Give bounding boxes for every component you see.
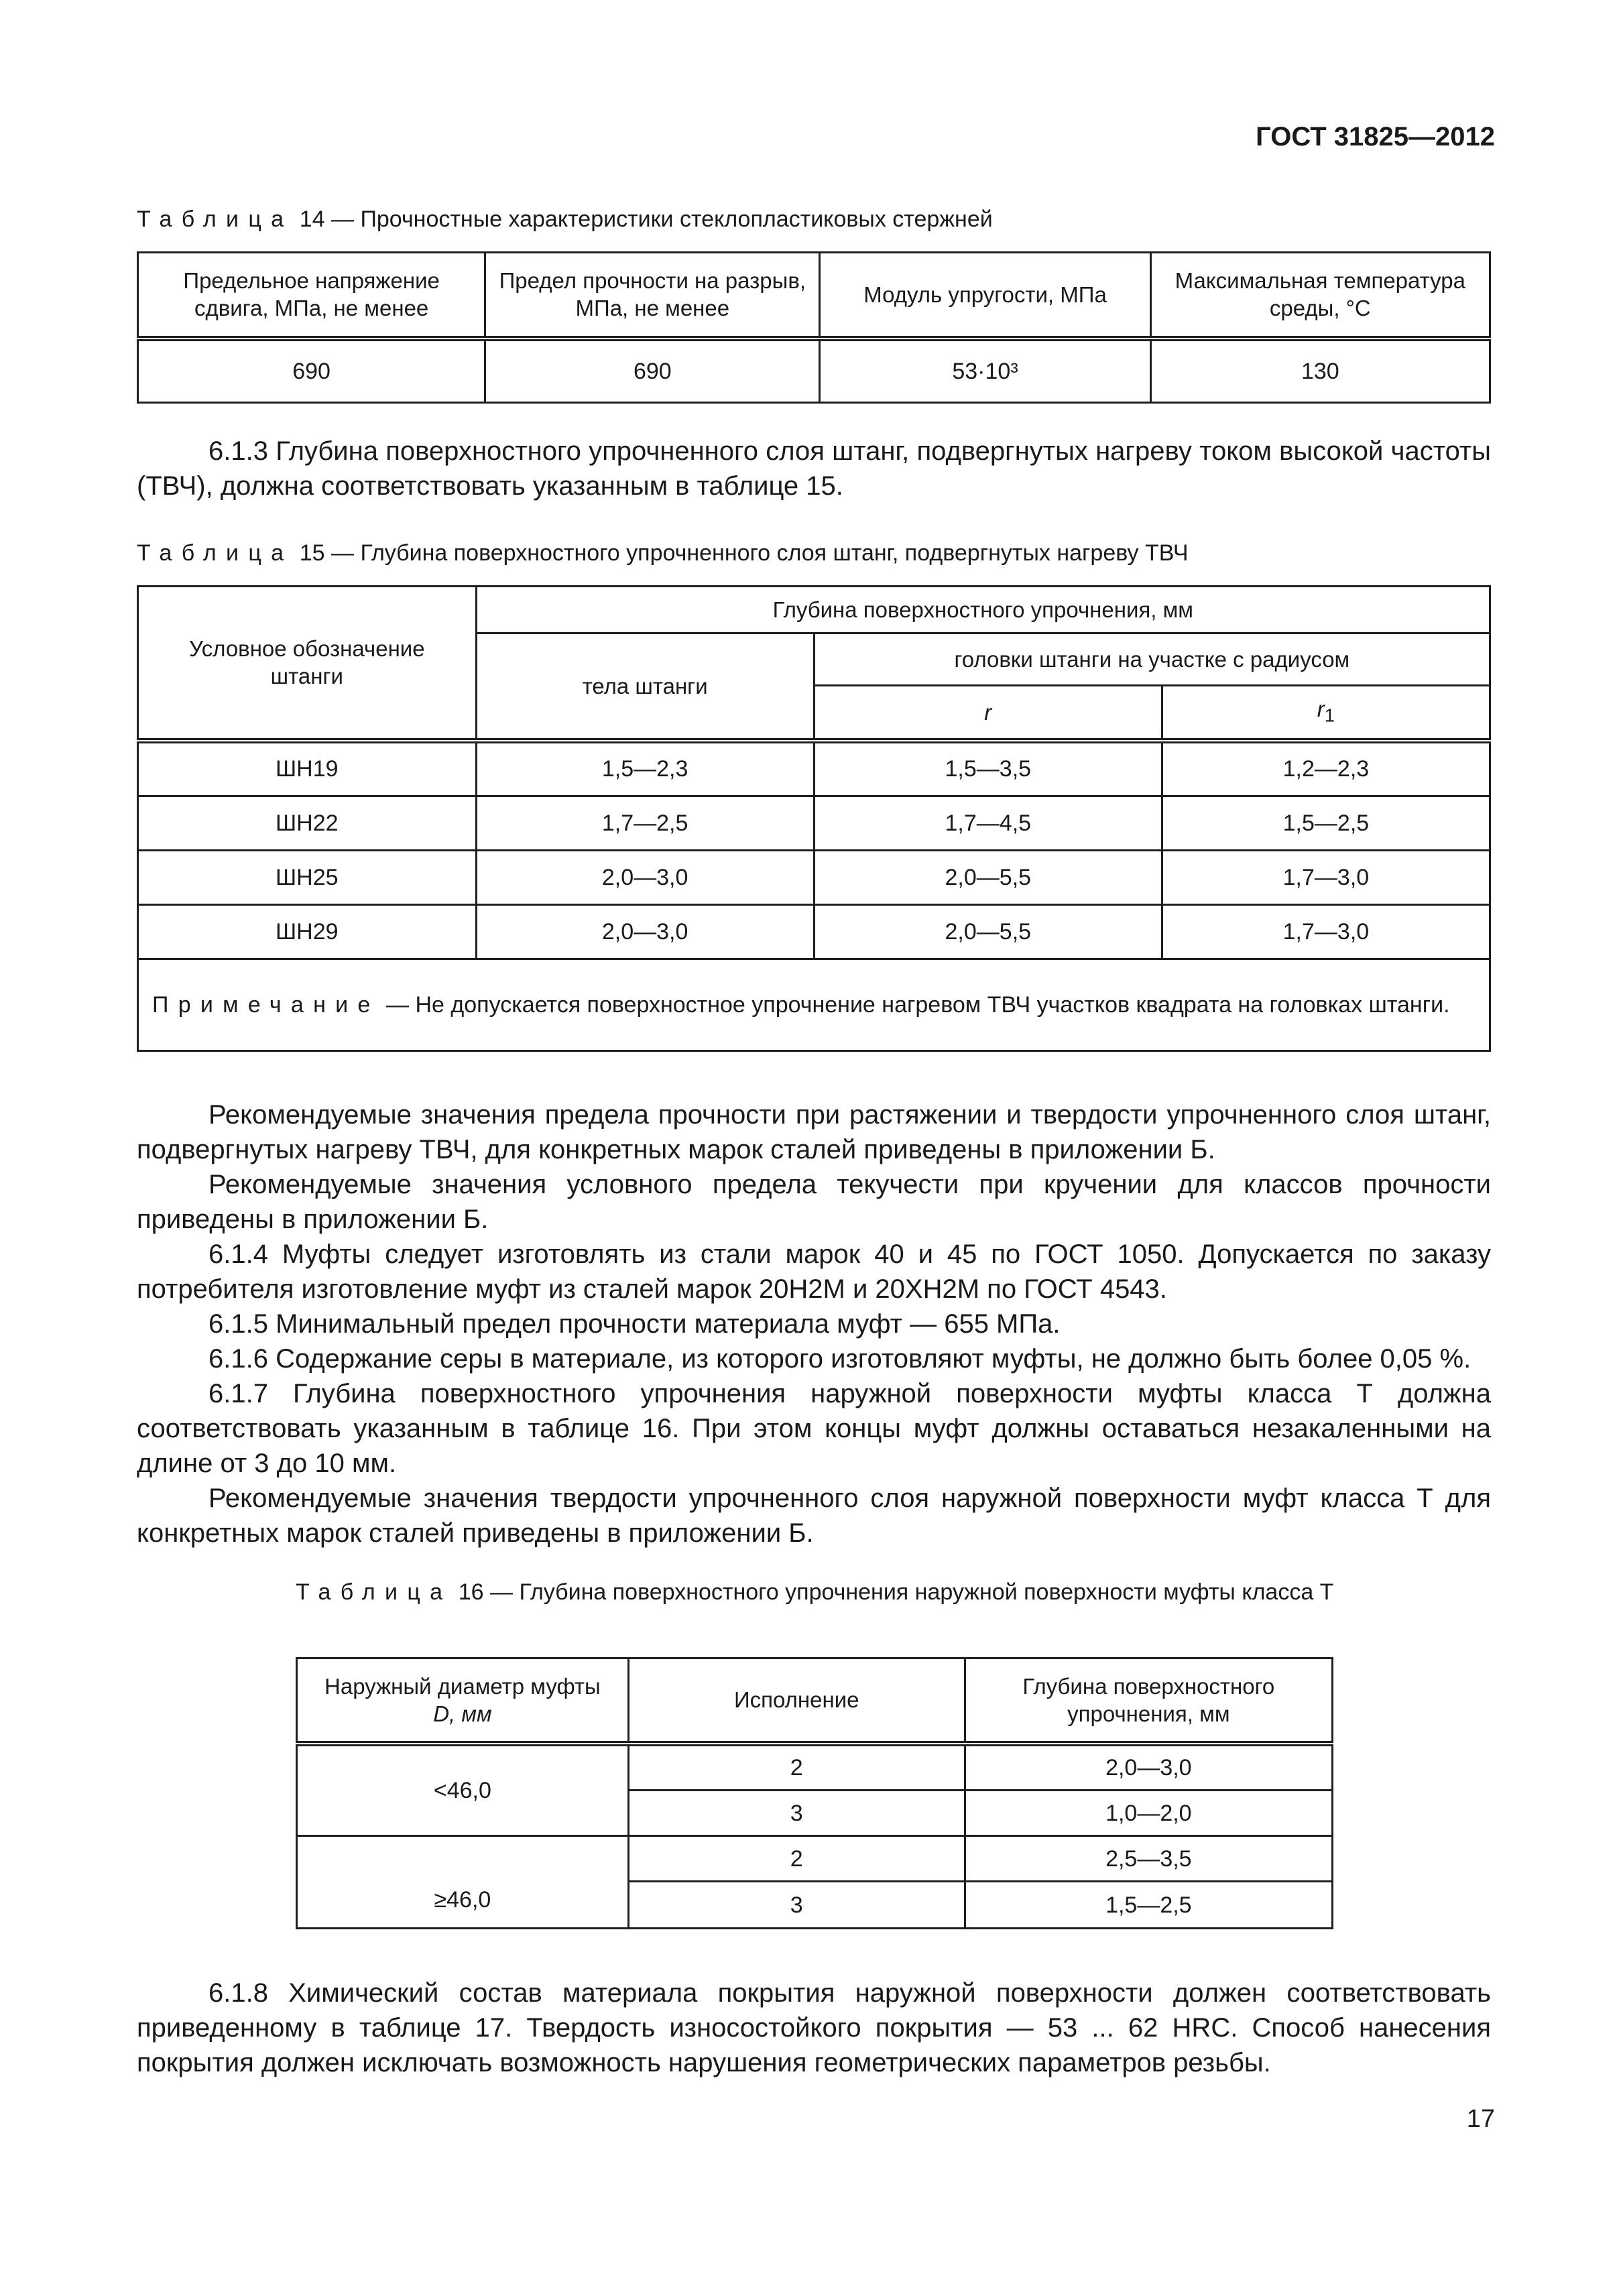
table-header-row	[138, 253, 1490, 339]
table-note-row	[138, 959, 1490, 1051]
table15-caption	[137, 538, 1498, 568]
cell-diameter: <46,0	[297, 1744, 629, 1836]
cell: 1,5—3,5	[814, 741, 1162, 796]
cell: ШН22	[138, 796, 477, 851]
table-row	[297, 1744, 1333, 1791]
header-execution: Исполнение	[628, 1658, 965, 1744]
cell: 2,0—3,0	[965, 1744, 1332, 1791]
header-max-temperature: Максимальная температура среды, °С	[1150, 253, 1490, 339]
table-header-row	[297, 1658, 1333, 1744]
caption-text: 16 — Глубина поверхностного упрочнения наружной поверхности муфты класса Т	[458, 1579, 1334, 1605]
cell: 1,5—2,5	[965, 1882, 1332, 1929]
table-row	[138, 851, 1490, 905]
table14-caption	[137, 204, 1498, 234]
body-paragraphs	[137, 1097, 1491, 1551]
paragraph-text: 6.1.8 Химический состав материала покрытия наружной поверхности должен соответствовать приведенному в таблице 17. Твердость износостойкого покрытия — 53 ... 62 HRC. Способ нанесения покрытия должен исключать возможность нарушения геометрических параметров резьбы.	[137, 1978, 1491, 2077]
cell: 3	[628, 1791, 965, 1836]
paragraph-6-1-8	[137, 1976, 1491, 2080]
cell: 2,5—3,5	[965, 1836, 1332, 1882]
cell: 2,0—5,5	[814, 851, 1162, 905]
paragraph: 6.1.5 Минимальный предел прочности материала муфт — 655 МПа.	[208, 1309, 1061, 1339]
caption-label: Таблица	[296, 1579, 453, 1605]
cell: 1,2—2,3	[1162, 741, 1490, 796]
cell: 2	[628, 1744, 965, 1791]
table-16	[296, 1657, 1333, 1929]
page-number: 17	[1466, 2105, 1495, 2133]
header-designation: Условное обозначение штанги	[138, 587, 477, 741]
paragraph-6-1-3	[137, 434, 1491, 503]
cell: 2	[628, 1836, 965, 1882]
paragraph: 6.1.6 Содержание серы в материале, из которого изготовляют муфты, не должно быть более 0,05 %.	[208, 1344, 1471, 1374]
cell: 690	[138, 339, 485, 403]
cell: ШН29	[138, 905, 477, 959]
cell: 1,7—2,5	[476, 796, 814, 851]
caption-text: 15 — Глубина поверхностного упрочненного слоя штанг, подвергнутых нагреву ТВЧ	[299, 540, 1189, 566]
cell: 690	[485, 339, 820, 403]
header-diameter	[297, 1658, 629, 1744]
paragraph: Рекомендуемые значения предела прочности при растяжении и твердости упрочненного слоя штанг, подвергнутых нагреву ТВЧ, для конкретных марок сталей приведены в приложении Б.	[137, 1100, 1491, 1164]
standard-designation: ГОСТ 31825—2012	[1256, 122, 1495, 152]
diameter-unit: D, мм	[433, 1701, 492, 1726]
table-14	[137, 251, 1491, 404]
cell: 53·10³	[820, 339, 1150, 403]
cell: 1,0—2,0	[965, 1791, 1332, 1836]
caption-text: 14 — Прочностные характеристики стеклопластиковых стержней	[299, 206, 993, 232]
paragraph: 6.1.7 Глубина поверхностного упрочнения наружной поверхности муфты класса Т должна соответствовать указанным в таблице 16. При этом концы муфт должны оставаться незакаленными на длине от 3 до 10 мм.	[137, 1379, 1491, 1478]
header-radius-r1	[1162, 686, 1490, 741]
header-tensile-strength: Предел прочности на разрыв, МПа, не менее	[485, 253, 820, 339]
table-row	[138, 905, 1490, 959]
cell-diameter: ≥46,0	[297, 1836, 629, 1929]
paragraph: Рекомендуемые значения условного предела текучести при кручении для классов прочности приведены в приложении Б.	[137, 1170, 1491, 1234]
caption-label: Таблица	[137, 206, 294, 232]
header-elastic-modulus: Модуль упругости, МПа	[820, 253, 1150, 339]
note-label: Примечание	[152, 992, 380, 1018]
header-radius-r	[814, 686, 1162, 741]
table-row	[138, 741, 1490, 796]
paragraph: 6.1.4 Муфты следует изготовлять из стали марок 40 и 45 по ГОСТ 1050. Допускается по заказу потребителя изготовление муфт из сталей марок 20Н2М и 20ХН2М по ГОСТ 4543.	[137, 1240, 1491, 1304]
header-shear-stress: Предельное напряжение сдвига, МПа, не менее	[138, 253, 485, 339]
table-15	[137, 585, 1491, 1052]
header-body: тела штанги	[476, 633, 814, 741]
header-depth: Глубина поверхностного упрочнения, мм	[965, 1658, 1332, 1744]
cell: 2,0—5,5	[814, 905, 1162, 959]
cell: 1,7—3,0	[1162, 851, 1490, 905]
radius-r-label: r	[984, 699, 992, 725]
cell: 130	[1150, 339, 1490, 403]
caption-label: Таблица	[137, 540, 294, 566]
cell: 2,0—3,0	[476, 905, 814, 959]
cell: 2,0—3,0	[476, 851, 814, 905]
cell: 3	[628, 1882, 965, 1929]
header-head: головки штанги на участке с радиусом	[814, 633, 1490, 686]
cell: ШН19	[138, 741, 477, 796]
table-row	[297, 1836, 1333, 1882]
header-depth: Глубина поверхностного упрочнения, мм	[476, 587, 1490, 633]
cell: 1,5—2,3	[476, 741, 814, 796]
cell: 1,5—2,5	[1162, 796, 1490, 851]
radius-r1-label: $r_1$	[1317, 696, 1335, 726]
table-row	[138, 796, 1490, 851]
table-header-row	[138, 587, 1490, 633]
note-text: — Не допускается поверхностное упрочнение нагревом ТВЧ участков квадрата на головках штанги.	[379, 992, 1450, 1018]
table-note	[138, 959, 1490, 1051]
cell: ШН25	[138, 851, 477, 905]
cell: 1,7—3,0	[1162, 905, 1490, 959]
paragraph: Рекомендуемые значения твердости упрочненного слоя наружной поверхности муфт класса Т для конкретных марок сталей приведены в приложении Б.	[137, 1484, 1491, 1548]
table-row	[138, 339, 1490, 403]
cell: 1,7—4,5	[814, 796, 1162, 851]
diameter-label: Наружный диаметр муфты	[324, 1673, 601, 1699]
table16-caption	[296, 1577, 1341, 1607]
paragraph-text: 6.1.3 Глубина поверхностного упрочненного слоя штанг, подвергнутых нагреву током высокой частоты (ТВЧ), должна соответствовать указанным в таблице 15.	[137, 436, 1491, 501]
